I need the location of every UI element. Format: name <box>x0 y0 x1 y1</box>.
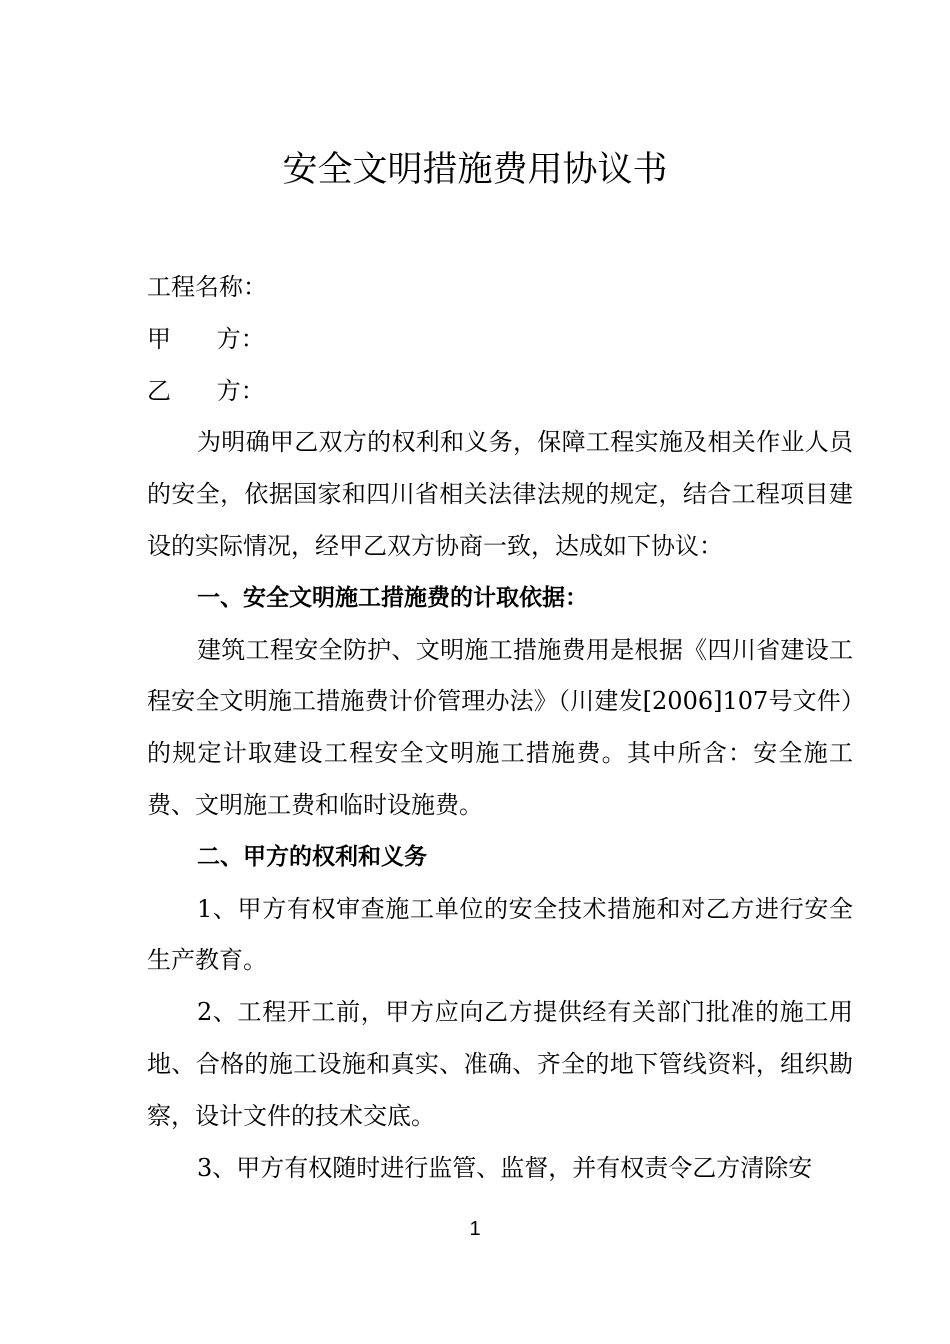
intro-paragraph: 为明确甲乙双方的权利和义务，保障工程实施及相关作业人员的安全，依据国家和四川省相关法律法规的规定，结合工程项目建设的实际情况，经甲乙双方协商一致，达成如下协议： <box>147 428 853 560</box>
party-a-field: 甲 方： <box>147 324 265 353</box>
section-2-item-1: 1、甲方有权审查施工单位的安全技术措施和对乙方进行安全生产教育。 <box>147 894 853 975</box>
section-2-heading: 二、甲方的权利和义务 <box>197 843 427 870</box>
document-title: 安全文明措施费用协议书 <box>282 150 668 190</box>
project-name-field: 工程名称： <box>147 273 267 301</box>
section-2-item-2: 2、工程开工前，甲方应向乙方提供经有关部门批准的施工用地、合格的施工设施和真实、准确、齐全的地下管线资料，组织勘察，设计文件的技术交底。 <box>147 998 853 1130</box>
document-body <box>147 262 853 1194</box>
page-number: 1 <box>469 1218 481 1240</box>
section-1-paragraph: 建筑工程安全防护、文明施工措施费用是根据《四川省建设工程安全文明施工措施费计价管理办法》（川建发[2006]107号文件）的规定计取建设工程安全文明施工措施费。其中所含：安全施工费、文明施工费和临时设施费。 <box>147 635 853 819</box>
section-2-item-3: 3、甲方有权随时进行监管、监督，并有权责令乙方清除安 <box>197 1153 813 1182</box>
party-b-field: 乙 方： <box>147 376 265 405</box>
section-1-heading: 一、安全文明施工措施费的计取依据： <box>197 584 588 611</box>
